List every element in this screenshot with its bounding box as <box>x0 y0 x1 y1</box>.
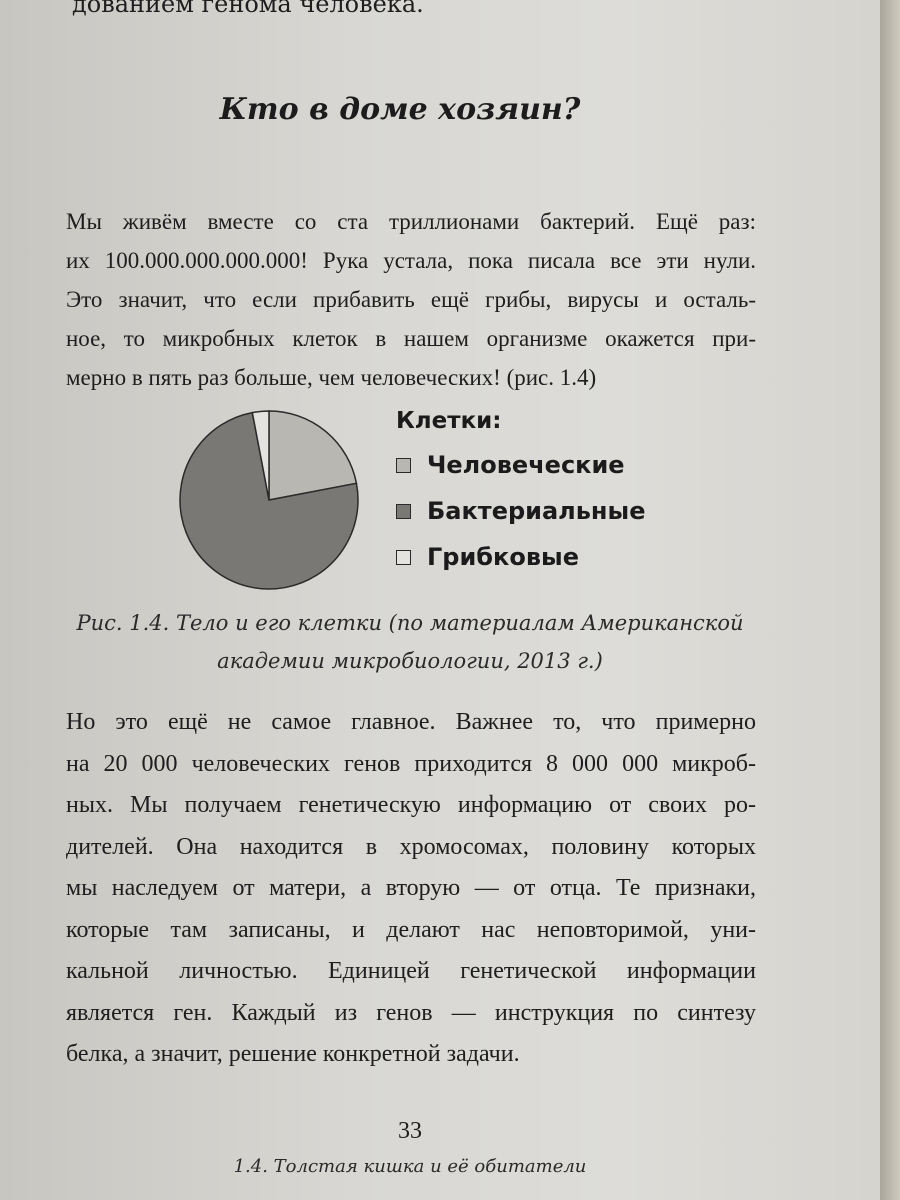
figure-caption <box>40 604 780 680</box>
paragraph-line: на 20 000 человеческих генов приходится 8 000 000 микроб- <box>66 750 756 777</box>
previous-text-fragment: дованием генома человека. <box>72 0 424 18</box>
page-edge <box>880 0 900 1200</box>
paragraph-2 <box>66 702 756 1076</box>
paragraph-line: является ген. Каждый из генов — инструкция по синтезу <box>66 999 756 1026</box>
paragraph-line: кальной личностью. Единицей генетической информации <box>66 958 756 984</box>
chart-legend <box>396 404 645 580</box>
legend-item-bacterial <box>396 488 645 534</box>
paragraph-line: белка, а значит, решение конкретной задачи. <box>66 1041 520 1067</box>
legend-label: Грибковые <box>427 543 579 571</box>
paragraph-line: которые там записаны, и делают нас неповторимой, уни- <box>66 916 756 943</box>
paragraph-line: ное, то микробных клеток в нашем организме окажется при- <box>66 326 756 351</box>
legend-item-human <box>396 442 645 488</box>
page-number: 33 <box>398 1118 422 1144</box>
legend-title: Клетки: <box>396 408 502 434</box>
paragraph-line: их 100.000.000.000.000! Рука устала, пока писала все эти нули. <box>66 248 756 273</box>
paragraph-line: Мы живём вместе со ста триллионами бактерий. Ещё раз: <box>66 209 756 234</box>
legend-item-fungal <box>396 534 645 580</box>
paragraph-line: дителей. Она находится в хромосомах, половину которых <box>66 833 756 860</box>
caption-line: Рис. 1.4. Тело и его клетки (по материалам Американской <box>76 611 744 635</box>
legend-swatch <box>396 458 411 473</box>
running-footer: 1.4. Толстая кишка и её обитатели <box>233 1156 587 1177</box>
paragraph-1 <box>66 202 756 397</box>
legend-swatch <box>396 504 411 519</box>
paragraph-line: мы наследуем от матери, а вторую — от отца. Те признаки, <box>66 875 756 901</box>
legend-label: Бактериальные <box>427 497 646 525</box>
paragraph-line: мерно в пять раз больше, чем человеческих! (рис. 1.4) <box>66 365 597 390</box>
paragraph-line: Это значит, что если прибавить ещё грибы, вирусы и осталь- <box>66 287 756 312</box>
caption-line: академии микробиологии, 2013 г.) <box>217 649 603 673</box>
paragraph-line: ных. Мы получаем генетическую информацию от своих ро- <box>66 792 756 818</box>
legend-label: Человеческие <box>427 451 625 479</box>
paragraph-line: Но это ещё не самое главное. Важнее то, что примерно <box>66 709 756 735</box>
legend-swatch <box>396 550 411 565</box>
section-heading: Кто в доме хозяин? <box>219 92 581 127</box>
